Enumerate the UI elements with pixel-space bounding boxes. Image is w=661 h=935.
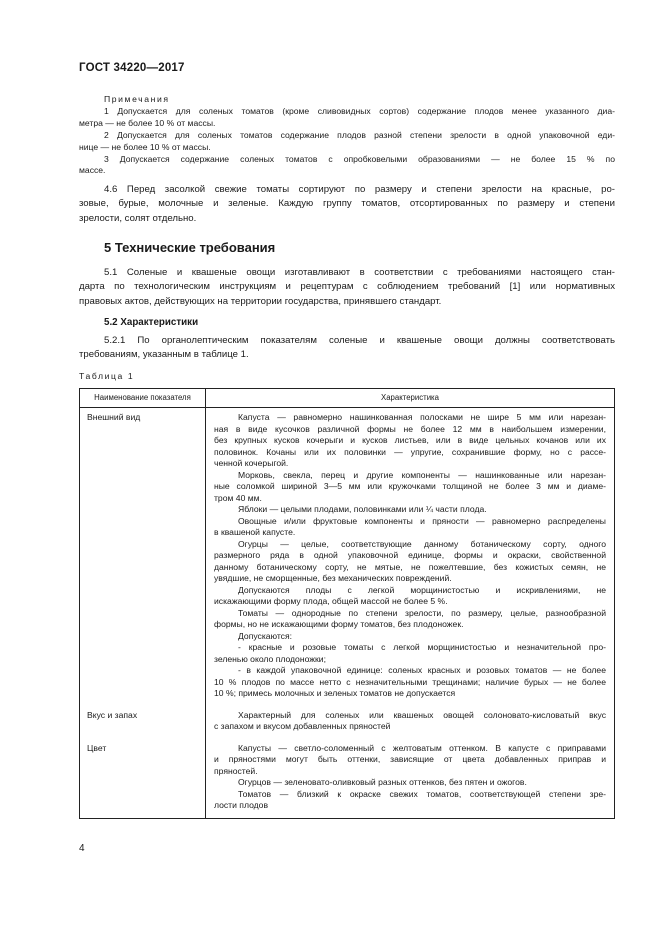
indicator-cell — [80, 408, 206, 700]
characteristic-paragraph — [214, 789, 606, 812]
characteristic-paragraph — [214, 710, 606, 733]
characteristic-paragraph — [214, 516, 606, 539]
note-1-line: 1 Допускается для соленых томатов (кроме сливовидных сортов) содержание плодов менее указанного диа- — [104, 105, 615, 116]
characteristic-line: - красные и розовые томаты с легкой морщинистостью и незначительной про- — [238, 642, 606, 652]
note-1-line: метра — не более 10 % от массы. — [79, 117, 216, 128]
table-row — [80, 739, 615, 812]
note-2-line: нице — не более 10 % от массы. — [79, 141, 211, 152]
note-2 — [79, 130, 615, 154]
characteristic-paragraph — [214, 743, 606, 778]
column-header: Характеристика — [206, 389, 615, 408]
characteristics-table — [79, 388, 615, 819]
characteristic-line: ные соломкой шириной 3—5 мм или кружочками толщиной не более 3 мм и диаме- — [214, 481, 606, 491]
paragraph-4-6 — [79, 183, 615, 226]
paragraph-line: 5.1 Соленые и квашеные овощи изготавливают в соответствии с требованиями настоящего стан- — [104, 267, 615, 278]
spacer-cell — [206, 812, 615, 819]
table-header-row — [80, 389, 615, 408]
characteristic-line: 10 %; примесь молочных и зеленых томатов не допускается — [214, 688, 456, 698]
characteristic-paragraph — [214, 539, 606, 585]
characteristic-line: Капуста — равномерно нашинкованная полосками не шире 5 мм или нарезан- — [238, 412, 606, 422]
characteristic-line: лости плодов — [214, 800, 269, 810]
indicator-name: Цвет — [87, 742, 107, 753]
note-3 — [79, 154, 615, 178]
table-row — [80, 706, 615, 733]
characteristic-paragraph — [214, 608, 606, 631]
characteristic-paragraph — [214, 504, 606, 516]
section-5-2-heading: 5.2 Характеристики — [104, 317, 199, 328]
table-body — [80, 408, 615, 819]
section-5-heading: 5 Технические требования — [104, 240, 276, 255]
paragraph-line: 5.2.1 По органолептическим показателям соленые и квашеные овощи должны соответствовать — [104, 335, 615, 346]
characteristic-line: половинок. Кочаны или их половинки — упругие, сохранившие форму, но с рассе- — [214, 446, 606, 457]
notes-title: Примечания — [104, 94, 170, 104]
characteristic-line: в квашеной капусте. — [214, 527, 296, 537]
paragraph-line: 4.6 Перед засолкой свежие томаты сортируют по размеру и степени зрелости на красные, ро- — [104, 184, 615, 195]
indicator-name: Вкус и запах — [87, 709, 138, 720]
characteristic-cell — [206, 408, 615, 700]
characteristic-line: формы, но не искажающими форму томатов, без плодоножек. — [214, 619, 464, 629]
characteristic-paragraph — [214, 585, 606, 608]
paragraph-line: зрелости, солят отдельно. — [79, 212, 197, 224]
characteristic-line: и пряностями могут быть оттенки, зависящие от цвета добавленных приправ и — [214, 754, 606, 764]
note-3-line: массе. — [79, 165, 106, 176]
characteristic-paragraph — [214, 631, 606, 643]
page-number: 4 — [79, 843, 85, 854]
table-caption: Таблица 1 — [79, 371, 135, 381]
characteristic-paragraph — [214, 665, 606, 700]
characteristic-line: Томаты — однородные по степени зрелости, по размеру, целые, разнообразной — [238, 607, 606, 618]
characteristic-line: Морковь, свекла, перец и другие компоненты — нашинкованные или нарезан- — [238, 469, 606, 480]
characteristic-line: увядшие, не сморщенные, без механических повреждений. — [214, 573, 452, 583]
characteristic-line: Огурцы — целые, соответствующие данному ботаническому сорту, одного — [238, 538, 606, 549]
table-row — [80, 408, 615, 700]
characteristic-line: размерного ряда в одной упаковочной единице, формы и окраски, свойственной — [214, 550, 606, 560]
row-spacer — [80, 812, 615, 819]
characteristic-line: пряностей. — [214, 765, 258, 776]
characteristic-line: - в каждой упаковочной единице: соленых красных и розовых томатов — не более — [238, 665, 606, 675]
characteristic-cell — [206, 706, 615, 733]
characteristic-line: Овощные и/или фруктовые компоненты и пряности — равномерно распределены — [238, 515, 606, 526]
characteristic-line: Допускаются: — [238, 630, 293, 641]
spacer-cell — [80, 812, 206, 819]
indicator-cell — [80, 706, 206, 733]
characteristic-line: зеленью около плодоножки; — [214, 653, 326, 664]
indicator-name: Внешний вид — [87, 412, 141, 422]
note-1 — [79, 106, 615, 130]
indicator-cell — [80, 739, 206, 812]
characteristic-line: Огурцов — зеленовато-оливковый разных оттенков, без пятен и ожогов. — [238, 777, 527, 787]
note-3-line: 3 Допускается содержание соленых томатов с опробковелыми образованиями — не более 15 % по — [104, 153, 615, 164]
characteristic-line: Томатов — близкий к окраске свежих томатов, соответствующей степени зре- — [238, 788, 606, 799]
paragraph-line: требованиям, указанным в таблице 1. — [79, 349, 249, 361]
characteristic-line: с запахом и вкусом добавленных пряностей — [214, 721, 391, 731]
characteristic-paragraph — [214, 470, 606, 505]
characteristic-line: ченной кочерыгой. — [214, 458, 289, 468]
characteristic-line: данному ботаническому сорту, не мятые, не пожелтевшие, без кожистых семян, не — [214, 561, 606, 572]
paragraph-5-2-1 — [79, 334, 615, 363]
characteristic-line: искажающими форму плода, общей массой не более 5 %. — [214, 596, 448, 606]
characteristic-line: без крупных кусков кочерыги и кусков листьев, или в виде цельных кочанов или их — [214, 435, 606, 445]
paragraph-5-1 — [79, 266, 615, 309]
characteristic-paragraph — [214, 412, 606, 470]
paragraph-line: дарта по технологическим инструкциям и рецептурам с соблюдением требований [1] или нормативных — [79, 281, 615, 293]
characteristic-line: Капусты — светло-соломенный с желтоватым оттенком. В капусте с приправами — [238, 742, 606, 753]
characteristic-paragraph — [214, 642, 606, 665]
characteristic-cell — [206, 739, 615, 812]
column-header: Наименование показателя — [80, 389, 206, 408]
characteristic-line: тром 40 мм. — [214, 492, 262, 503]
document-header: ГОСТ 34220—2017 — [79, 62, 185, 74]
characteristic-paragraph — [214, 777, 606, 789]
paragraph-line: зовые, бурые, молочные и зеленые. Каждую группу томатов, отсортированных по размеру и степени — [79, 198, 615, 210]
characteristic-line: Характерный для соленых или квашеных овощей солоновато-кисловатый вкус — [238, 709, 606, 720]
characteristic-line: Яблоки — целыми плодами, половинками или ¼ части плода. — [238, 504, 487, 514]
paragraph-line: правовых актов, действующих на территории государства, принявшего стандарт. — [79, 295, 442, 307]
characteristic-line: 10 % плодов по массе нетто с незначительными трещинами; наличие бурых — не более — [214, 676, 606, 687]
characteristic-line: Допускаются плоды с легкой морщинистостью и искривлениями, не — [238, 584, 606, 595]
characteristic-line: ная в виде кусочков различной формы не более 12 мм в наибольшем измерении, — [214, 423, 606, 434]
notes-block — [79, 94, 615, 177]
note-2-line: 2 Допускается для соленых томатов содержание плодов разной степени зрелости в одной упаковочной еди- — [104, 129, 615, 140]
